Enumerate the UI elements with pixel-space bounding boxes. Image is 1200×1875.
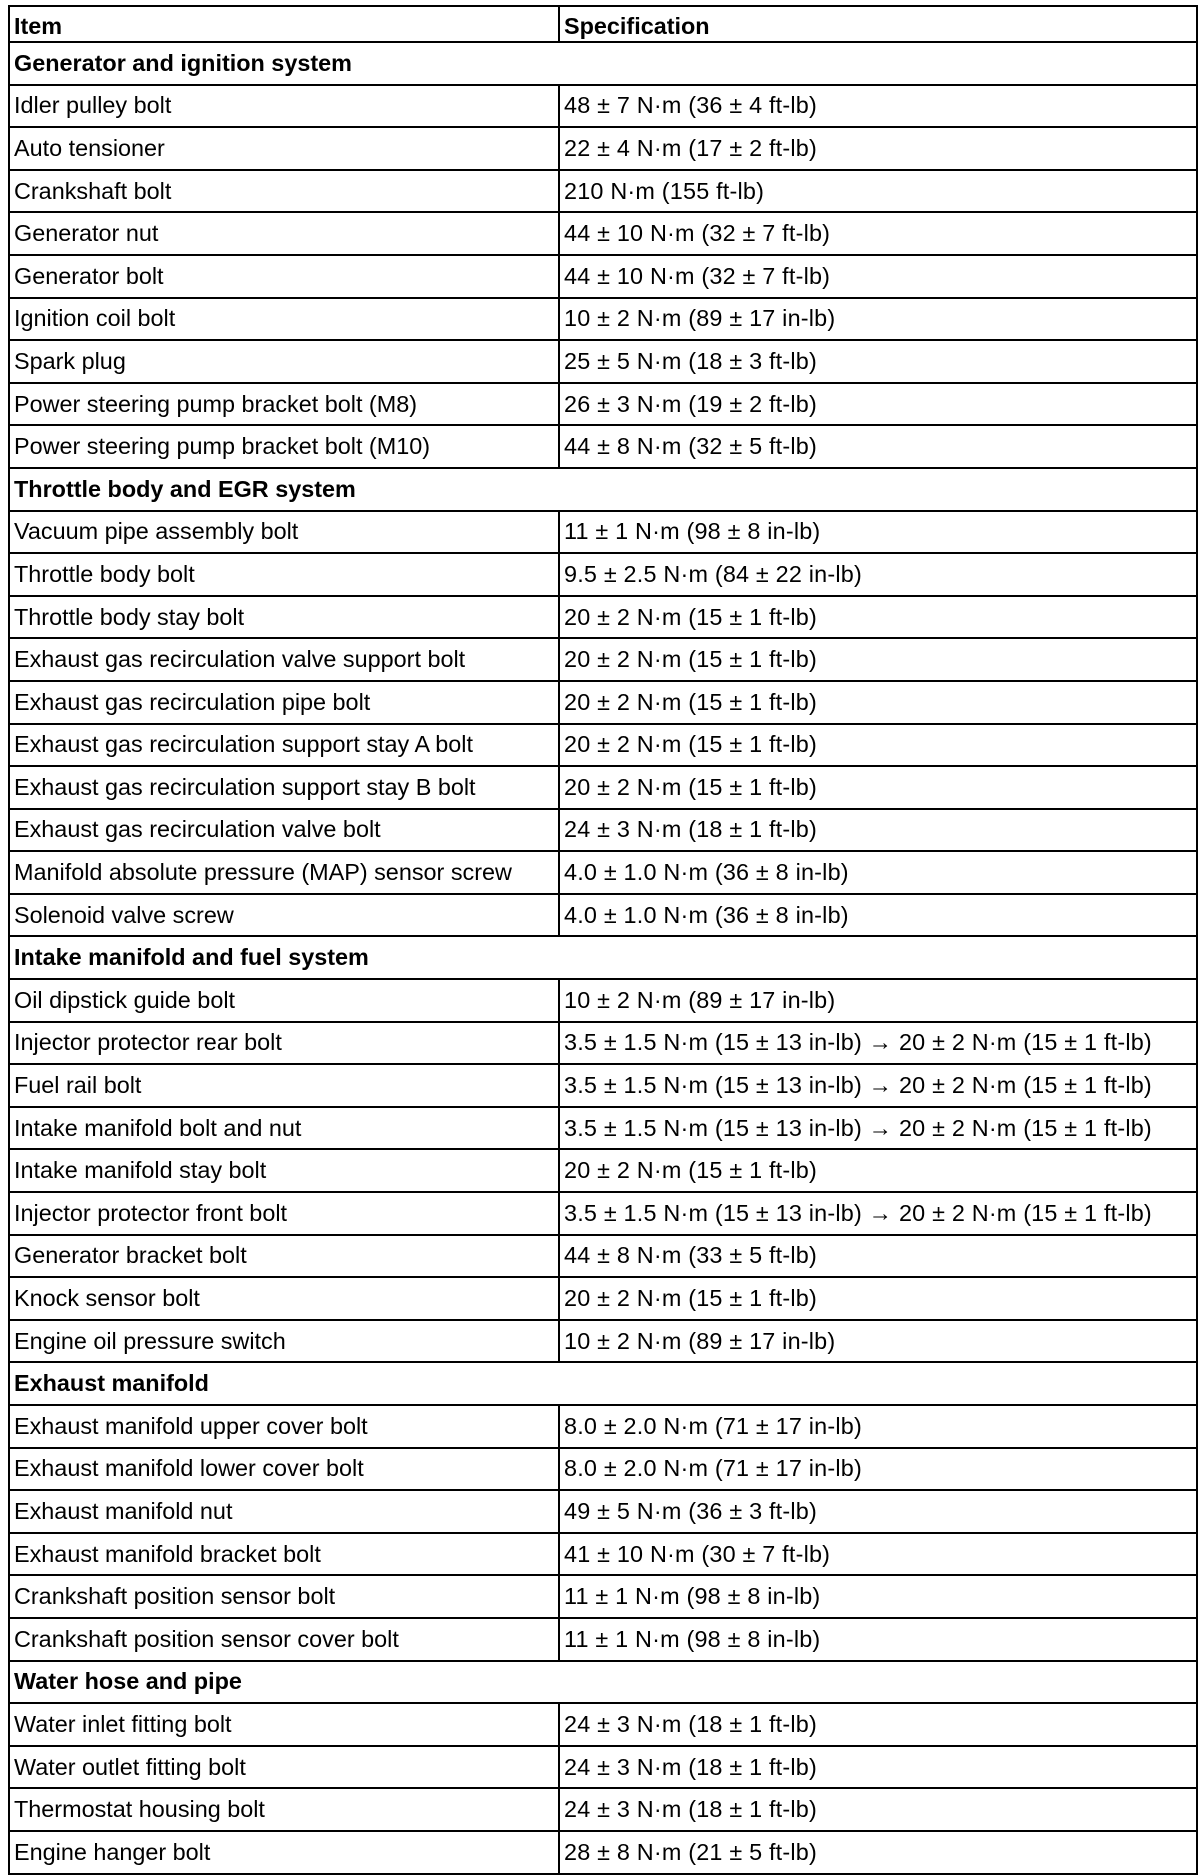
section-header-row (9, 42, 1197, 85)
torque-spec-table (8, 5, 1198, 1875)
specification-cell: 41 ± 10 N·m (30 ± 7 ft-lb) (559, 1533, 1197, 1576)
table-row (9, 1107, 1197, 1150)
specification-cell: 26 ± 3 N·m (19 ± 2 ft-lb) (559, 383, 1197, 426)
specification-cell: 24 ± 3 N·m (18 ± 1 ft-lb) (559, 1703, 1197, 1746)
specification-cell: 11 ± 1 N·m (98 ± 8 in-lb) (559, 1575, 1197, 1618)
section-title: Intake manifold and fuel system (9, 936, 1197, 979)
specification-cell: 20 ± 2 N·m (15 ± 1 ft-lb) (559, 724, 1197, 767)
item-cell: Water outlet fitting bolt (9, 1746, 559, 1789)
table-row (9, 340, 1197, 383)
specification-cell: 20 ± 2 N·m (15 ± 1 ft-lb) (559, 596, 1197, 639)
table-row (9, 212, 1197, 255)
specification-cell: 3.5 ± 1.5 N·m (15 ± 13 in-lb) → 20 ± 2 N·m (15 ± 1 ft-lb) (559, 1022, 1197, 1065)
section-title: Generator and ignition system (9, 42, 1197, 85)
table-row (9, 1235, 1197, 1278)
column-header-item: Item (9, 6, 559, 42)
specification-cell: 9.5 ± 2.5 N·m (84 ± 22 in-lb) (559, 553, 1197, 596)
item-cell: Spark plug (9, 340, 559, 383)
item-cell: Injector protector front bolt (9, 1192, 559, 1235)
table-row (9, 298, 1197, 341)
specification-cell: 24 ± 3 N·m (18 ± 1 ft-lb) (559, 1746, 1197, 1789)
section-title: Throttle body and EGR system (9, 468, 1197, 511)
specification-cell: 48 ± 7 N·m (36 ± 4 ft-lb) (559, 85, 1197, 128)
item-cell: Power steering pump bracket bolt (M8) (9, 383, 559, 426)
item-cell: Engine hanger bolt (9, 1831, 559, 1874)
specification-cell: 49 ± 5 N·m (36 ± 3 ft-lb) (559, 1490, 1197, 1533)
table-row (9, 894, 1197, 937)
item-cell: Power steering pump bracket bolt (M10) (9, 425, 559, 468)
table-row (9, 1746, 1197, 1789)
table-row (9, 851, 1197, 894)
specification-cell: 20 ± 2 N·m (15 ± 1 ft-lb) (559, 1277, 1197, 1320)
section-header-row (9, 468, 1197, 511)
table-row (9, 1618, 1197, 1661)
table-row (9, 170, 1197, 213)
item-cell: Auto tensioner (9, 127, 559, 170)
table-row (9, 383, 1197, 426)
table-row (9, 1533, 1197, 1576)
item-cell: Exhaust gas recirculation pipe bolt (9, 681, 559, 724)
item-cell: Throttle body bolt (9, 553, 559, 596)
table-body (9, 42, 1197, 1874)
specification-cell: 20 ± 2 N·m (15 ± 1 ft-lb) (559, 766, 1197, 809)
table-row (9, 1490, 1197, 1533)
specification-cell: 3.5 ± 1.5 N·m (15 ± 13 in-lb) → 20 ± 2 N·m (15 ± 1 ft-lb) (559, 1064, 1197, 1107)
specification-cell: 4.0 ± 1.0 N·m (36 ± 8 in-lb) (559, 894, 1197, 937)
table-row (9, 1575, 1197, 1618)
specification-cell: 20 ± 2 N·m (15 ± 1 ft-lb) (559, 1149, 1197, 1192)
specification-cell: 20 ± 2 N·m (15 ± 1 ft-lb) (559, 681, 1197, 724)
item-cell: Water inlet fitting bolt (9, 1703, 559, 1746)
item-cell: Vacuum pipe assembly bolt (9, 511, 559, 554)
section-title: Exhaust manifold (9, 1362, 1197, 1405)
table-row (9, 85, 1197, 128)
item-cell: Ignition coil bolt (9, 298, 559, 341)
item-cell: Oil dipstick guide bolt (9, 979, 559, 1022)
table-row (9, 681, 1197, 724)
column-header-specification: Specification (559, 6, 1197, 42)
item-cell: Exhaust gas recirculation support stay B bolt (9, 766, 559, 809)
specification-cell: 24 ± 3 N·m (18 ± 1 ft-lb) (559, 809, 1197, 852)
section-header-row (9, 936, 1197, 979)
item-cell: Exhaust gas recirculation support stay A bolt (9, 724, 559, 767)
table-row (9, 1064, 1197, 1107)
table-row (9, 596, 1197, 639)
specification-cell: 210 N·m (155 ft-lb) (559, 170, 1197, 213)
table-row (9, 809, 1197, 852)
table-row (9, 553, 1197, 596)
table-row (9, 127, 1197, 170)
specification-cell: 10 ± 2 N·m (89 ± 17 in-lb) (559, 1320, 1197, 1363)
specification-cell: 44 ± 8 N·m (33 ± 5 ft-lb) (559, 1235, 1197, 1278)
item-cell: Crankshaft bolt (9, 170, 559, 213)
item-cell: Exhaust gas recirculation valve support bolt (9, 638, 559, 681)
table-row (9, 1831, 1197, 1874)
table-row (9, 724, 1197, 767)
specification-cell: 20 ± 2 N·m (15 ± 1 ft-lb) (559, 638, 1197, 681)
specification-cell: 3.5 ± 1.5 N·m (15 ± 13 in-lb) → 20 ± 2 N·m (15 ± 1 ft-lb) (559, 1192, 1197, 1235)
table-row (9, 766, 1197, 809)
section-title: Water hose and pipe (9, 1661, 1197, 1704)
item-cell: Crankshaft position sensor bolt (9, 1575, 559, 1618)
specification-cell: 3.5 ± 1.5 N·m (15 ± 13 in-lb) → 20 ± 2 N·m (15 ± 1 ft-lb) (559, 1107, 1197, 1150)
item-cell: Fuel rail bolt (9, 1064, 559, 1107)
item-cell: Exhaust manifold bracket bolt (9, 1533, 559, 1576)
table-row (9, 1192, 1197, 1235)
item-cell: Manifold absolute pressure (MAP) sensor screw (9, 851, 559, 894)
table-row (9, 1149, 1197, 1192)
specification-cell: 24 ± 3 N·m (18 ± 1 ft-lb) (559, 1788, 1197, 1831)
table-row (9, 511, 1197, 554)
item-cell: Injector protector rear bolt (9, 1022, 559, 1065)
table-row (9, 1277, 1197, 1320)
item-cell: Exhaust manifold nut (9, 1490, 559, 1533)
section-header-row (9, 1362, 1197, 1405)
specification-cell: 10 ± 2 N·m (89 ± 17 in-lb) (559, 979, 1197, 1022)
table-row (9, 1703, 1197, 1746)
section-header-row (9, 1661, 1197, 1704)
item-cell: Generator nut (9, 212, 559, 255)
specification-cell: 28 ± 8 N·m (21 ± 5 ft-lb) (559, 1831, 1197, 1874)
specification-cell: 8.0 ± 2.0 N·m (71 ± 17 in-lb) (559, 1448, 1197, 1491)
specification-cell: 25 ± 5 N·m (18 ± 3 ft-lb) (559, 340, 1197, 383)
table-row (9, 1320, 1197, 1363)
specification-cell: 11 ± 1 N·m (98 ± 8 in-lb) (559, 511, 1197, 554)
item-cell: Intake manifold stay bolt (9, 1149, 559, 1192)
specification-cell: 22 ± 4 N·m (17 ± 2 ft-lb) (559, 127, 1197, 170)
table-row (9, 1022, 1197, 1065)
item-cell: Crankshaft position sensor cover bolt (9, 1618, 559, 1661)
specification-cell: 4.0 ± 1.0 N·m (36 ± 8 in-lb) (559, 851, 1197, 894)
item-cell: Generator bracket bolt (9, 1235, 559, 1278)
table-row (9, 1405, 1197, 1448)
table-row (9, 979, 1197, 1022)
specification-cell: 10 ± 2 N·m (89 ± 17 in-lb) (559, 298, 1197, 341)
table-row (9, 1448, 1197, 1491)
specification-cell: 11 ± 1 N·m (98 ± 8 in-lb) (559, 1618, 1197, 1661)
table-row (9, 255, 1197, 298)
table-row (9, 1788, 1197, 1831)
specification-cell: 8.0 ± 2.0 N·m (71 ± 17 in-lb) (559, 1405, 1197, 1448)
item-cell: Thermostat housing bolt (9, 1788, 559, 1831)
item-cell: Engine oil pressure switch (9, 1320, 559, 1363)
table-row (9, 425, 1197, 468)
item-cell: Exhaust manifold upper cover bolt (9, 1405, 559, 1448)
specification-cell: 44 ± 10 N·m (32 ± 7 ft-lb) (559, 212, 1197, 255)
item-cell: Solenoid valve screw (9, 894, 559, 937)
item-cell: Knock sensor bolt (9, 1277, 559, 1320)
item-cell: Generator bolt (9, 255, 559, 298)
item-cell: Exhaust manifold lower cover bolt (9, 1448, 559, 1491)
item-cell: Throttle body stay bolt (9, 596, 559, 639)
specification-cell: 44 ± 8 N·m (32 ± 5 ft-lb) (559, 425, 1197, 468)
item-cell: Exhaust gas recirculation valve bolt (9, 809, 559, 852)
item-cell: Idler pulley bolt (9, 85, 559, 128)
table-header-row (9, 6, 1197, 42)
item-cell: Intake manifold bolt and nut (9, 1107, 559, 1150)
table-row (9, 638, 1197, 681)
specification-cell: 44 ± 10 N·m (32 ± 7 ft-lb) (559, 255, 1197, 298)
